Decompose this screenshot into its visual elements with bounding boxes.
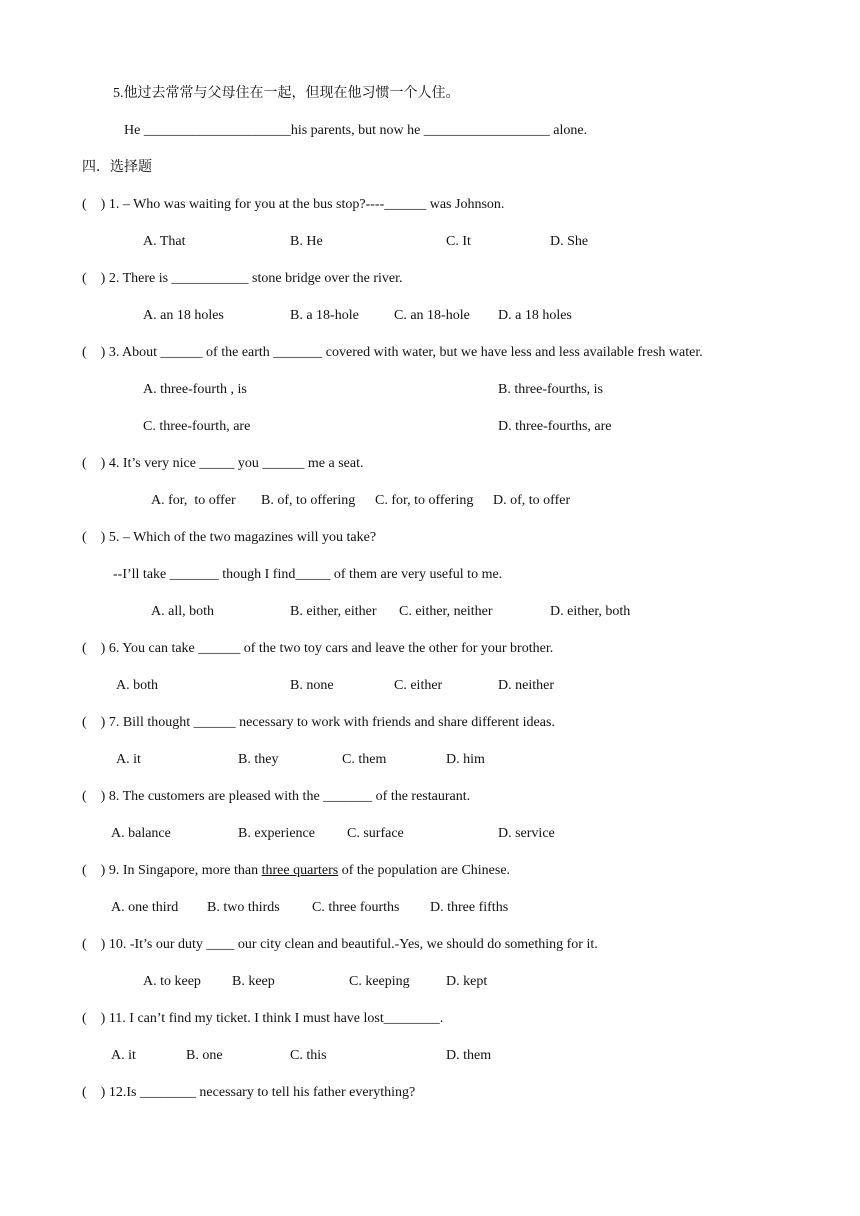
translation-answer-line: He _____________________his parents, but now he __________________ alone. [124, 123, 588, 138]
question-4-option-a: A. for, to offer [151, 493, 236, 508]
question-11-stem: ( ) 11. I can’t find my ticket. I think I must have lost________. [82, 1011, 444, 1026]
question-3-stem: ( ) 3. About ______ of the earth _______ covered with water, but we have less and less available fresh water. [82, 345, 703, 360]
question-1-option-c: C. It [446, 234, 471, 249]
question-9-option-c: C. three fourths [312, 900, 400, 915]
section-heading: 四．选择题 [82, 160, 152, 175]
question-10-option-b: B. keep [232, 974, 275, 989]
question-9-option-d: D. three fifths [430, 900, 509, 915]
question-3-option-a: A. three-fourth , is [143, 382, 247, 397]
question-7-option-b: B. they [238, 752, 279, 767]
question-11-option-b: B. one [186, 1048, 223, 1063]
question-5-option-d: D. either, both [550, 604, 631, 619]
question-8-option-b: B. experience [238, 826, 315, 841]
question-5-option-b: B. either, either [290, 604, 377, 619]
question-8-option-c: C. surface [347, 826, 404, 841]
question-7-option-c: C. them [342, 752, 387, 767]
question-4-option-c: C. for, to offering [375, 493, 474, 508]
question-2-option-b: B. a 18-hole [290, 308, 359, 323]
question-1-stem: ( ) 1. – Who was waiting for you at the bus stop?----______ was Johnson. [82, 197, 505, 212]
question-7-option-d: D. him [446, 752, 485, 767]
question-4-option-b: B. of, to offering [261, 493, 356, 508]
question-2-option-d: D. a 18 holes [498, 308, 572, 323]
question-9-stem-end: of the population are Chinese. [338, 863, 511, 878]
question-11-option-c: C. this [290, 1048, 327, 1063]
question-7-option-a: A. it [116, 752, 141, 767]
question-8-option-a: A. balance [111, 826, 171, 841]
question-6-option-b: B. none [290, 678, 334, 693]
question-5-stem-continued: --I’ll take _______ though I find_____ of them are very useful to me. [113, 567, 503, 582]
question-3-option-b: B. three-fourths, is [498, 382, 603, 397]
question-1-option-b: B. He [290, 234, 323, 249]
question-5-option-c: C. either, neither [399, 604, 493, 619]
question-9-option-b: B. two thirds [207, 900, 280, 915]
question-9-underlined-phrase: three quarters [261, 863, 339, 878]
question-4-option-d: D. of, to offer [493, 493, 571, 508]
question-8-option-d: D. service [498, 826, 555, 841]
question-6-option-a: A. both [116, 678, 158, 693]
question-10-option-d: D. kept [446, 974, 488, 989]
question-2-option-c: C. an 18-hole [394, 308, 470, 323]
question-9-stem-start: ( ) 9. In Singapore, more than [82, 863, 262, 878]
question-10-option-c: C. keeping [349, 974, 410, 989]
question-7-stem: ( ) 7. Bill thought ______ necessary to work with friends and share different ideas. [82, 715, 555, 730]
question-8-stem: ( ) 8. The customers are pleased with the _______ of the restaurant. [82, 789, 471, 804]
question-9-stem [82, 862, 510, 880]
question-10-option-a: A. to keep [143, 974, 201, 989]
question-11-option-a: A. it [111, 1048, 136, 1063]
question-1-option-a: A. That [143, 234, 186, 249]
question-6-option-d: D. neither [498, 678, 554, 693]
question-3-option-d: D. three-fourths, are [498, 419, 612, 434]
question-12-stem: ( ) 12.Is ________ necessary to tell his father everything? [82, 1085, 416, 1100]
question-9-option-a: A. one third [111, 900, 179, 915]
question-6-stem: ( ) 6. You can take ______ of the two toy cars and leave the other for your brother. [82, 641, 554, 656]
question-3-option-c: C. three-fourth, are [143, 419, 251, 434]
question-2-stem: ( ) 2. There is ___________ stone bridge over the river. [82, 271, 403, 286]
translation-prompt: 5.他过去常常与父母住在一起，但现在他习惯一个人住。 [113, 86, 460, 101]
question-6-option-c: C. either [394, 678, 443, 693]
question-10-stem: ( ) 10. -It’s our duty ____ our city clean and beautiful.-Yes, we should do something for it. [82, 937, 598, 952]
question-4-stem: ( ) 4. It’s very nice _____ you ______ me a seat. [82, 456, 364, 471]
question-5-option-a: A. all, both [151, 604, 214, 619]
question-11-option-d: D. them [446, 1048, 492, 1063]
question-1-option-d: D. She [550, 234, 589, 249]
question-5-stem: ( ) 5. – Which of the two magazines will you take? [82, 530, 377, 545]
question-2-option-a: A. an 18 holes [143, 308, 224, 323]
